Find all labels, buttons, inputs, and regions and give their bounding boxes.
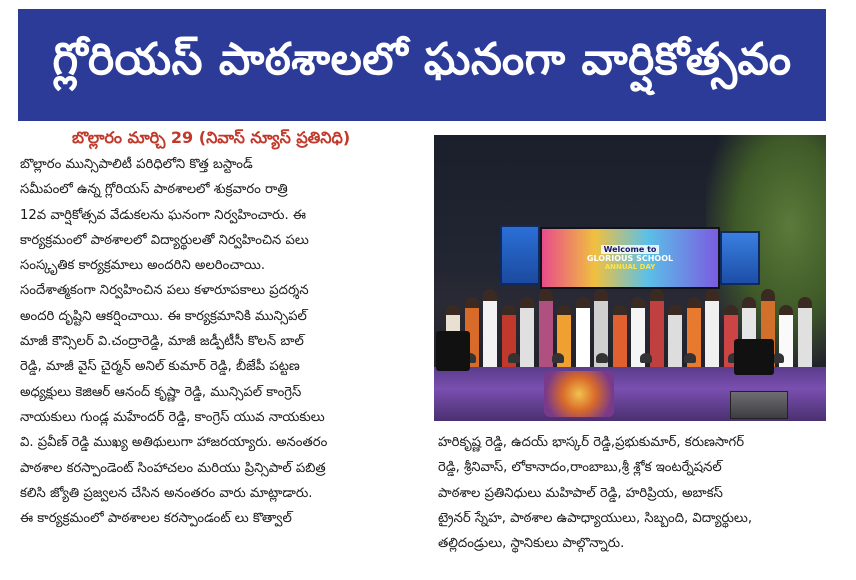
body-line: రెడ్డి, మాజీ వైస్ చైర్మన్ అనిల్ కుమార్ రెడ్డి, బీజేపీ పట్టణ [20,359,300,375]
body-line: 12వ వార్షికోత్సవ వేడుకలను ఘనంగా నిర్వహించారు. ఈ [20,207,306,223]
stage-lamp [596,353,608,363]
headline-banner [18,9,826,121]
stage-lamp [552,353,564,363]
body-line: కార్యక్రమంలో పాఠశాలలో విద్యార్థులతో నిర్వహించిన పలు [20,232,309,248]
stage-lamp [640,353,652,363]
body-line: బొల్లారం మున్సిపాలిటీ పరిధిలోని కొత్త బస్టాండ్ [20,157,253,172]
body-line: పాఠశాల కరస్పాండెంట్ సింహాచలం మరియు ప్రిన్సిపాల్ పబిత్ర [20,460,326,476]
body-line: అధ్యక్షులు కెజిఆర్ ఆనంద్ కృష్ణా రెడ్డి, మున్సిపల్ కాంగ్రెస్ [20,384,302,400]
body-line: సందేశాత్మకంగా నిర్వహించిన పలు కళారూపకాలు ప్రదర్శన [20,283,309,299]
screen-welcome-text: Welcome to [601,245,660,254]
continuation-line: తల్లిదండ్రులు, స్థానికులు పాల్గొన్నారు. [438,536,625,552]
continuation-line: ట్రైనర్ స్నేహ, పాఠశాల ఉపాధ్యాయులు, సిబ్బంది, విద్యార్థులు, [438,510,753,526]
article-body [20,152,412,531]
continuation-line: పాఠశాల ప్రతినిధులు మహిపాల్ రెడ్డి, హరిప్రియ, అబాకస్ [438,485,723,501]
floral-decoration [544,371,614,417]
continuation-line: హరికృష్ణ రెడ్డి, ఉదయ్ భాస్కర్ రెడ్డి,ప్రభుకుమార్, కరుణసాగర్ [438,435,745,450]
body-line: మాజీ కౌన్సిలర్ వి.చంద్రారెడ్డి, మాజీ జడ్పీటీసీ కొలన్ బాల్ [20,334,304,350]
event-photo [434,135,826,421]
screen-school-text: GLORIOUS SCHOOL [586,254,674,263]
body-line: నాయకులు గుండ్ల మహేందర్ రెడ్డి, కాంగ్రెస్ యువ నాయకులు [20,409,325,425]
dateline: బొల్లారం మార్చి 29 (నివాస్ న్యూస్ ప్రతినిధి) [72,128,351,147]
body-line: వి. ప్రవీణ్ రెడ్డి ముఖ్య అతిథులుగా హాజరయ్యారు. అనంతరం [20,435,328,451]
body-line: సంస్కృతిక కార్యక్రమాలు అందరిని అలరించాయి. [20,258,266,274]
stage-lamp [684,353,696,363]
article-continuation [438,430,838,556]
speaker-left [436,331,470,371]
body-line: అందరి దృష్టిని ఆకర్షించాయి. ఈ కార్యక్రమానికి మున్సిపల్ [20,308,307,324]
continuation-line: రెడ్డి, శ్రీనివాస్, లోకానాదం,రాంబాబు,శ్రీ శ్లోక ఇంటర్నేషనల్ [438,460,722,476]
equipment-case [730,391,788,419]
body-line: సమీపంలో ఉన్న గ్లోరియస్ పాఠశాలలో శుక్రవారం రాత్రి [20,182,288,198]
body-line: కలిసి జ్యోతి ప్రజ్వలన చేసిన అనంతరం వారు మాట్లాడారు. [20,485,313,501]
headline: గ్లోరియస్ పాఠశాలలో ఘనంగా వార్షికోత్సవం [52,34,792,85]
body-line: ఈ కార్యక్రమంలో పాఠశాలల కరస్పాండంట్ లు కొత్వాల్ [20,511,292,527]
screen-annual-day-text: ANNUAL DAY [604,263,656,271]
stage-lamp [508,353,520,363]
speaker-right [734,339,774,375]
